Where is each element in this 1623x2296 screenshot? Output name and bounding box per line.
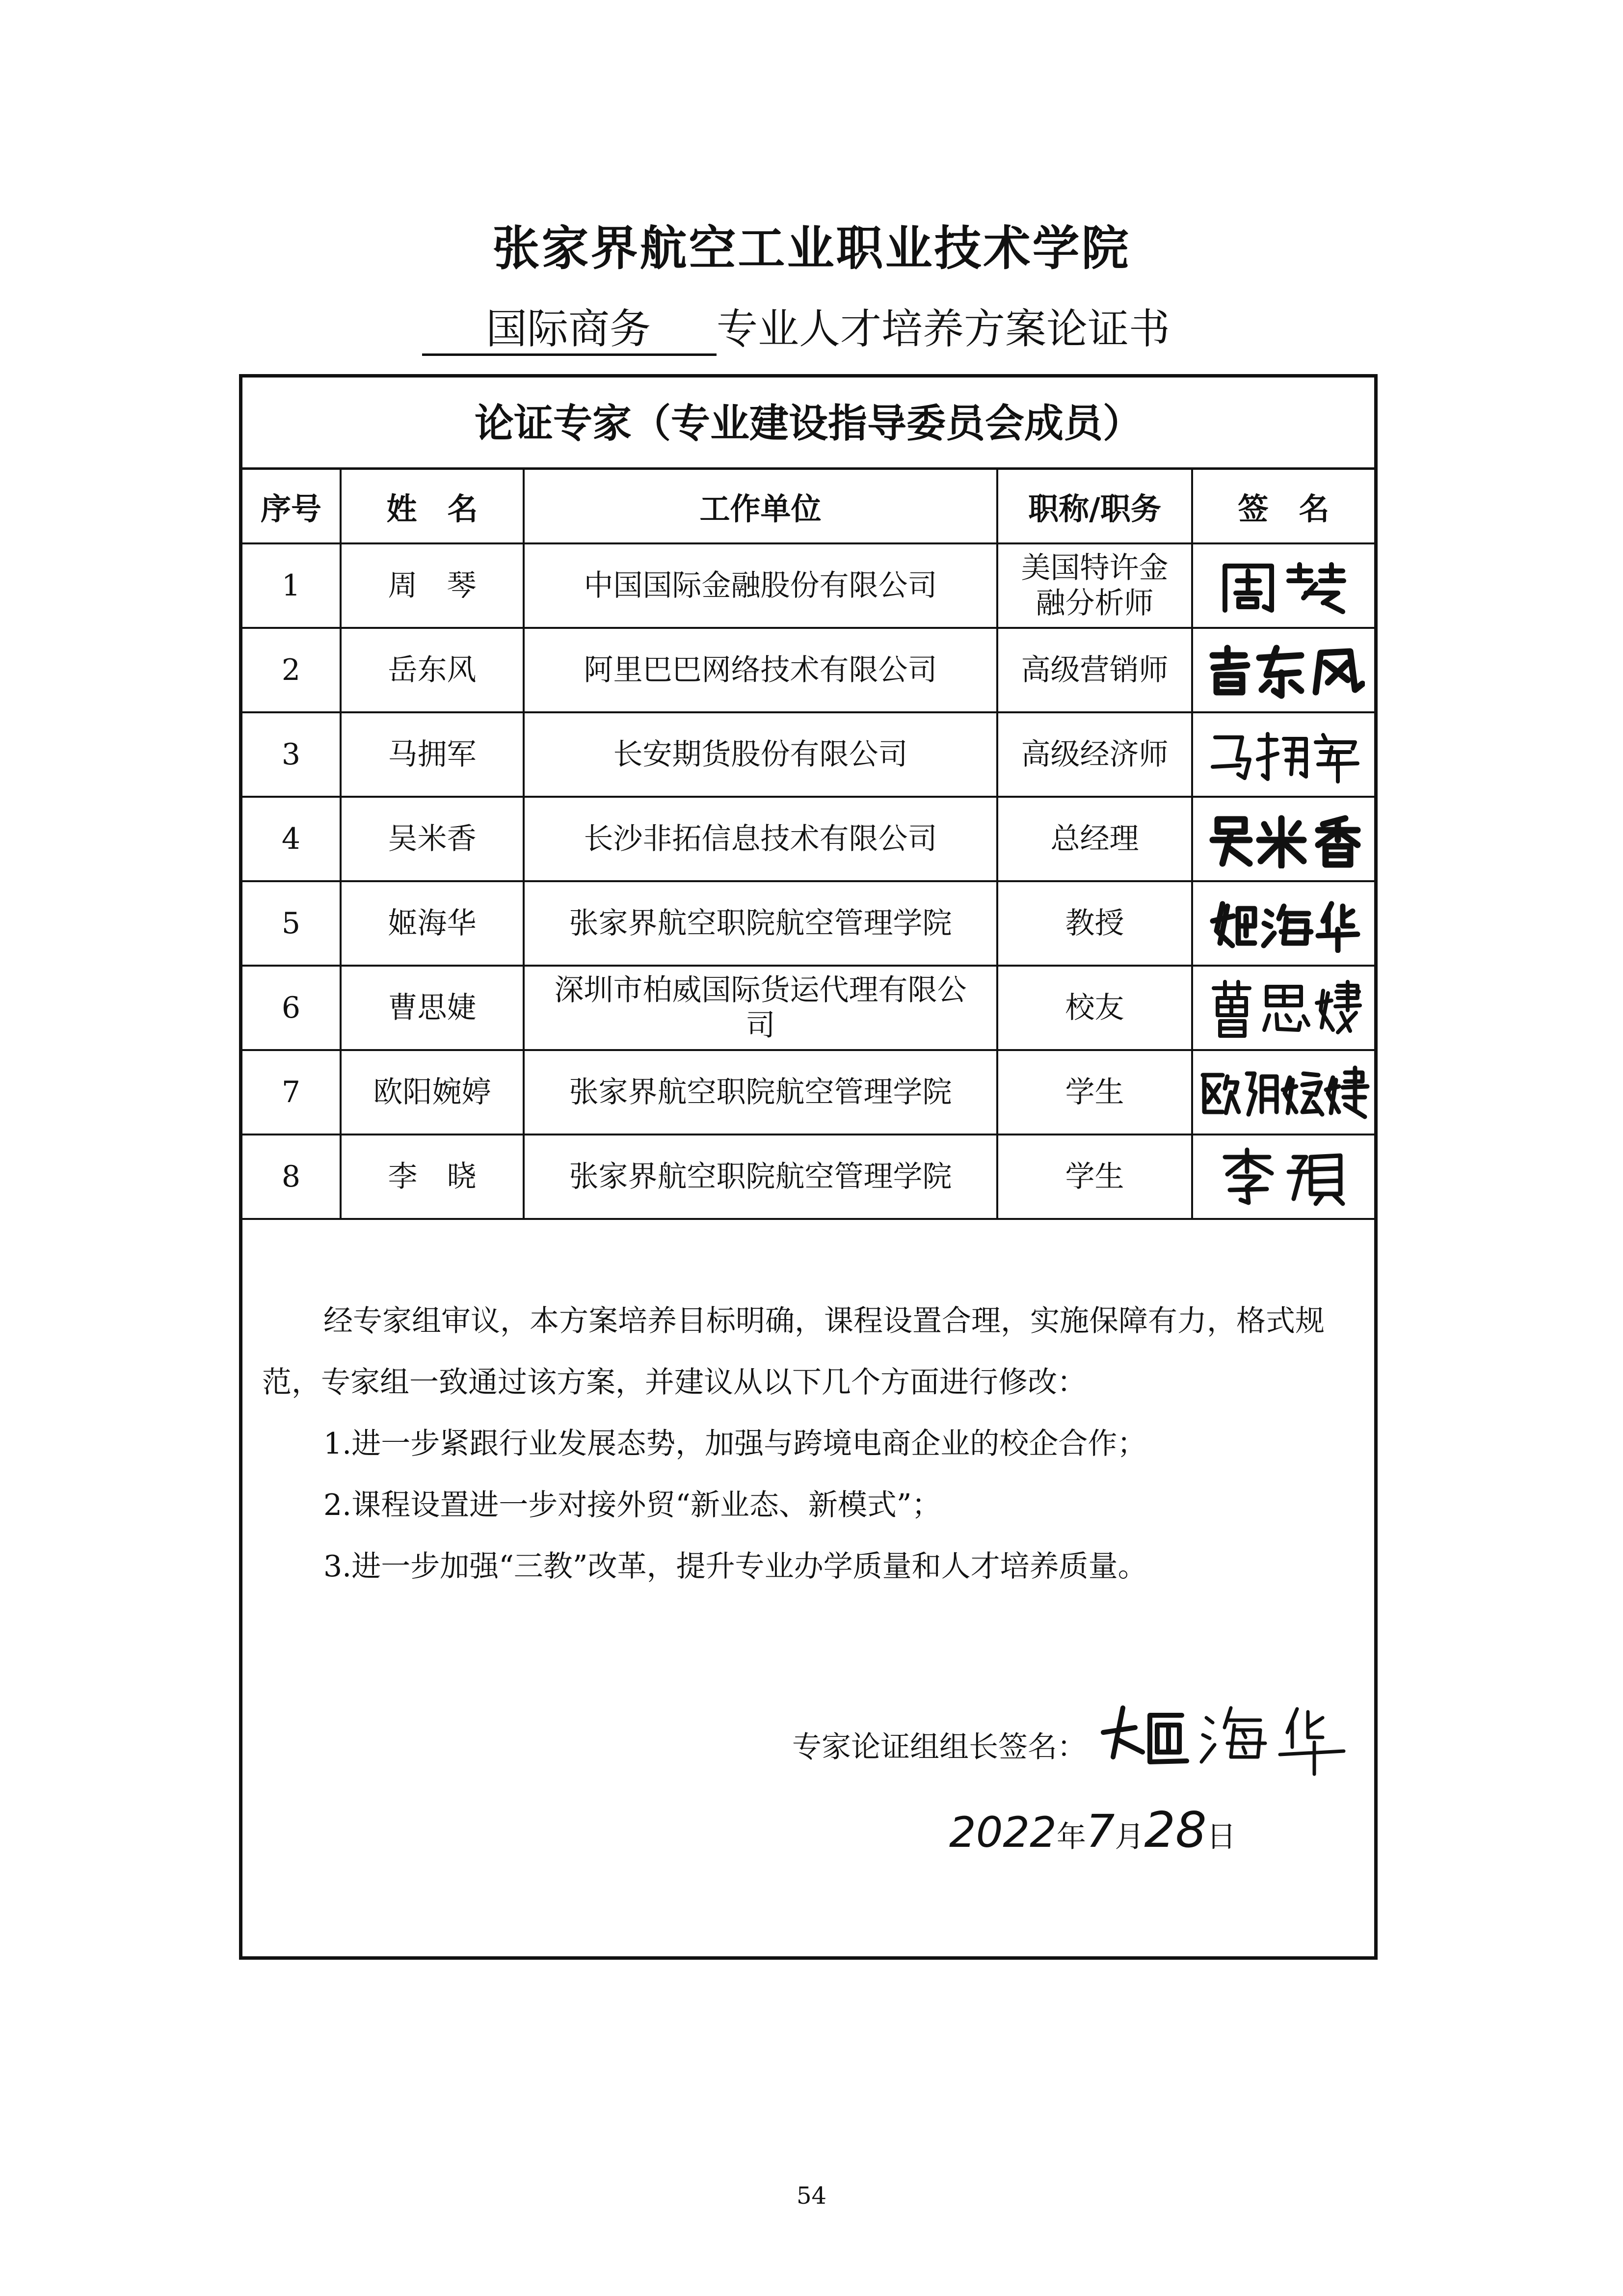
table-header-row xyxy=(242,470,1374,543)
cell-title: 学生 xyxy=(997,1050,1192,1134)
cell-name: 李 晓 xyxy=(341,1134,524,1219)
col-header-no: 序号 xyxy=(242,470,341,543)
opinion-paragraph: 经专家组审议，本方案培养目标明确，课程设置合理，实施保障有力，格式规范，专家组一致通过该方案，并建议从以下几个方面进行修改： xyxy=(262,1304,1325,1400)
suggestion-item: 1.进一步紧跟行业发展态势，加强与跨境电商企业的校企合作； xyxy=(323,1427,1147,1461)
cell-no: 7 xyxy=(242,1050,341,1134)
document-subtitle xyxy=(422,304,1170,358)
cell-unit: 张家界航空职院航空管理学院 xyxy=(524,1050,997,1134)
cell-title: 校友 xyxy=(997,966,1192,1050)
subtitle-text: 专业人才培养方案论证书 xyxy=(717,305,1171,353)
cell-name: 吴米香 xyxy=(341,797,524,881)
cell-name: 马拥军 xyxy=(341,712,524,797)
cell-unit: 长沙非拓信息技术有限公司 xyxy=(524,797,997,881)
cell-name: 周 琴 xyxy=(341,543,524,628)
date-month: 7 xyxy=(1086,1805,1115,1858)
handwritten-signature xyxy=(1210,1145,1357,1209)
cell-no: 8 xyxy=(242,1134,341,1219)
suggestion-item: 3.进一步加强“三教”改革，提升专业办学质量和人才培养质量。 xyxy=(323,1549,1147,1584)
cell-unit: 张家界航空职院航空管理学院 xyxy=(524,881,997,966)
cell-unit: 深圳市柏威国际货运代理有限公司 xyxy=(524,966,997,1050)
signing-date xyxy=(949,1801,1236,1859)
cell-unit: 张家界航空职院航空管理学院 xyxy=(524,1134,997,1219)
cell-title: 总经理 xyxy=(997,797,1192,881)
leader-handwritten-signature xyxy=(1096,1698,1351,1777)
cell-name: 欧阳婉婷 xyxy=(341,1050,524,1134)
date-month-unit: 月 xyxy=(1115,1820,1144,1854)
cell-signature xyxy=(1192,628,1374,712)
cell-title: 高级经济师 xyxy=(997,712,1192,797)
table-row xyxy=(242,966,1374,1050)
handwritten-signature xyxy=(1203,976,1365,1040)
table-row xyxy=(242,1050,1374,1134)
cell-no: 5 xyxy=(242,881,341,966)
cell-title: 高级营销师 xyxy=(997,628,1192,712)
handwritten-signature xyxy=(1205,554,1362,618)
date-year: 2022 xyxy=(949,1808,1057,1857)
cell-signature xyxy=(1192,966,1374,1050)
cell-name: 姬海华 xyxy=(341,881,524,966)
cell-signature xyxy=(1192,1050,1374,1134)
table-row xyxy=(242,628,1374,712)
cell-name: 曹思婕 xyxy=(341,966,524,1050)
col-header-signature: 签 名 xyxy=(1192,470,1374,543)
table-row xyxy=(242,797,1374,881)
date-day-unit: 日 xyxy=(1206,1820,1236,1854)
expert-table xyxy=(242,470,1374,1220)
cell-no: 4 xyxy=(242,797,341,881)
suggestion-item: 2.课程设置进一步对接外贸“新业态、新模式”； xyxy=(323,1488,941,1522)
table-row xyxy=(242,881,1374,966)
handwritten-signature xyxy=(1203,810,1365,868)
cell-title: 学生 xyxy=(997,1134,1192,1219)
document-title: 张家界航空工业职业技术学院 xyxy=(492,221,1131,276)
cell-no: 3 xyxy=(242,712,341,797)
cell-no: 6 xyxy=(242,966,341,1050)
cell-no: 2 xyxy=(242,628,341,712)
col-header-title: 职称/职务 xyxy=(997,470,1192,543)
cell-unit: 中国国际金融股份有限公司 xyxy=(524,543,997,628)
major-name: 国际商务 xyxy=(422,304,717,356)
cell-signature xyxy=(1192,543,1374,628)
certification-form xyxy=(239,374,1378,1960)
cell-name: 岳东风 xyxy=(341,628,524,712)
table-row xyxy=(242,712,1374,797)
col-header-name: 姓 名 xyxy=(341,470,524,543)
handwritten-signature xyxy=(1203,725,1365,784)
expert-section-title: 论证专家（专业建设指导委员会成员） xyxy=(242,378,1374,470)
table-row xyxy=(242,1134,1374,1219)
cell-unit: 长安期货股份有限公司 xyxy=(524,712,997,797)
leader-label: 专家论证组组长签名： xyxy=(792,1730,1087,1764)
cell-signature xyxy=(1192,881,1374,966)
leader-signature-line xyxy=(792,1698,1351,1777)
expert-opinion xyxy=(262,1291,1359,1597)
table-row xyxy=(242,543,1374,628)
cell-no: 1 xyxy=(242,543,341,628)
cell-unit: 阿里巴巴网络技术有限公司 xyxy=(524,628,997,712)
handwritten-signature xyxy=(1196,1063,1372,1122)
page-number: 54 xyxy=(796,2182,827,2210)
col-header-unit: 工作单位 xyxy=(524,470,997,543)
cell-signature xyxy=(1192,1134,1374,1219)
cell-title: 美国特许金融分析师 xyxy=(997,543,1192,628)
handwritten-signature xyxy=(1203,894,1365,953)
cell-signature xyxy=(1192,712,1374,797)
handwritten-signature xyxy=(1203,641,1365,700)
cell-signature xyxy=(1192,797,1374,881)
cell-title: 教授 xyxy=(997,881,1192,966)
date-year-unit: 年 xyxy=(1056,1820,1086,1854)
date-day: 28 xyxy=(1144,1801,1207,1859)
